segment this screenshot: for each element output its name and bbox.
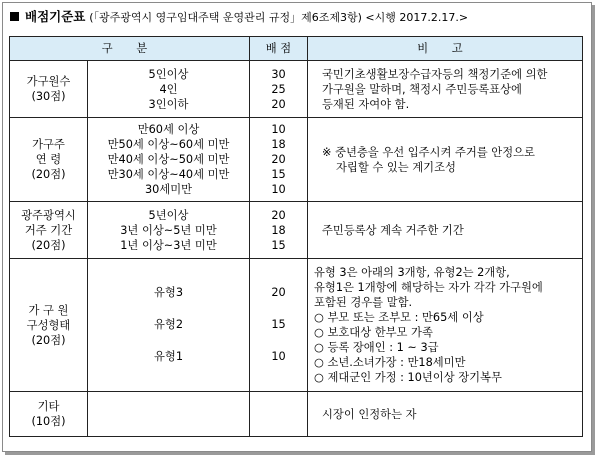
- item-text: 만40세 이상~50세 미만: [107, 153, 230, 166]
- remark-line: ○ 부모 또는 조부모 : 만65세 이상: [314, 311, 484, 324]
- row-label-line: (20점): [31, 333, 66, 347]
- score-value: 10: [271, 350, 286, 363]
- item-text: 만30세 이상~40세 미만: [107, 168, 230, 181]
- row-label: [10, 202, 88, 259]
- score-value: 15: [271, 318, 286, 331]
- table-row: [10, 202, 583, 259]
- row-items: [88, 118, 250, 202]
- item-text: 만60세 이상: [137, 123, 200, 136]
- remark-line: ○ 소년.소녀가장 : 만18세미만: [314, 356, 466, 369]
- score-value: 20: [271, 208, 286, 222]
- score-value: 20: [271, 286, 286, 299]
- row-label: [10, 118, 88, 202]
- remark-line: 유형 3은 아래의 3개항, 유형2는 2개항,: [314, 266, 510, 279]
- item-text: 4인: [159, 82, 178, 96]
- square-bullet-icon: [10, 12, 19, 21]
- row-items: [88, 61, 250, 118]
- row-label-line: 연 령: [35, 153, 62, 166]
- row-scores: [250, 118, 308, 202]
- row-label-line: (20점): [31, 238, 66, 252]
- row-label: [10, 259, 88, 392]
- row-remarks: [308, 61, 583, 118]
- score-value: 20: [271, 97, 286, 111]
- row-scores: [250, 202, 308, 259]
- item-text: 만50세 이상~60세 미만: [107, 138, 230, 151]
- remark-line: 가구원을 말하며, 책정시 주민등록표상에: [322, 82, 522, 96]
- row-items: [88, 202, 250, 259]
- header-score: 배 점: [250, 37, 308, 61]
- row-label: [10, 392, 88, 437]
- row-scores: [250, 392, 308, 437]
- score-value: 10: [271, 183, 286, 196]
- remark-line: 포함된 경우를 말함.: [314, 296, 413, 309]
- row-label-line: 구성형태: [26, 318, 71, 332]
- item-text: 5년이상: [148, 208, 189, 222]
- score-criteria-table: [9, 36, 583, 437]
- remark-line: ○ 제대군인 가정 : 10년이상 장기복무: [314, 371, 502, 384]
- score-value: 25: [271, 82, 286, 96]
- row-remarks: [308, 118, 583, 202]
- remark-line: ○ 보호대상 한부모 가족: [314, 326, 433, 339]
- item-text: 5인이상: [148, 67, 189, 81]
- score-value: 20: [271, 153, 286, 166]
- row-label-line: (20점): [31, 168, 66, 181]
- remark-line: 주민등록상 계속 거주한 기간: [322, 223, 464, 237]
- remark-line: 시장이 인정하는 자: [322, 407, 417, 421]
- row-label: [10, 61, 88, 118]
- row-label-line: (30점): [31, 90, 66, 103]
- table-row: [10, 61, 583, 118]
- table-row: [10, 118, 583, 202]
- remark-line: ○ 등록 장애인 : 1 ~ 3급: [314, 341, 439, 354]
- row-label-line: 가 구 원: [28, 303, 69, 317]
- table-row: [10, 392, 583, 437]
- score-value: 15: [271, 238, 286, 252]
- title-subtitle: (「광주광역시 영구임대주택 운영관리 규정」제6조제3항) <시행 2017.2.17.>: [89, 11, 469, 24]
- row-scores: [250, 61, 308, 118]
- score-value: 30: [271, 67, 286, 81]
- title-main: 배점기준표: [25, 9, 86, 24]
- row-label-line: (10점): [31, 415, 66, 428]
- remark-line: 국민기초생활보장수급자등의 책정기준에 의한: [322, 67, 548, 81]
- item-text: 유형1: [154, 350, 184, 363]
- score-value: 15: [271, 168, 286, 181]
- item-text: 1년 이상~3년 미만: [120, 238, 217, 252]
- row-label-line: 거주 기간: [24, 223, 73, 237]
- remark-line: ※ 중년층을 우선 입주시켜 주거를 안정으로: [322, 145, 535, 159]
- remark-line: 자립할 수 있는 계기조성: [336, 160, 456, 174]
- row-label-line: 가구원수: [26, 75, 71, 88]
- remark-line: 등재된 자여야 함.: [322, 97, 410, 111]
- header-category: 구 분: [10, 37, 250, 61]
- row-remarks: [308, 392, 583, 437]
- row-label-line: 기타: [37, 400, 60, 413]
- item-text: 3년 이상~5년 미만: [120, 223, 217, 237]
- row-label-line: 광주광역시: [21, 208, 76, 222]
- item-text: 유형2: [154, 318, 184, 331]
- item-text: 3인이하: [148, 97, 189, 111]
- table-header-row: [10, 37, 583, 61]
- row-remarks: [308, 259, 583, 392]
- row-items: [88, 259, 250, 392]
- row-label-line: 가구주: [32, 138, 65, 151]
- item-text: 유형3: [154, 286, 184, 299]
- item-text: 30세미만: [144, 183, 193, 196]
- score-value: 10: [271, 123, 286, 136]
- remark-line: 유형1은 1개항에 해당하는 자가 각각 가구원에: [314, 281, 543, 294]
- row-remarks: [308, 202, 583, 259]
- row-scores: [250, 259, 308, 392]
- table-row: [10, 259, 583, 392]
- document-title: [10, 9, 468, 26]
- row-items: [88, 392, 250, 437]
- score-value: 18: [271, 223, 286, 237]
- score-value: 18: [271, 138, 286, 151]
- header-remarks: 비 고: [308, 37, 583, 61]
